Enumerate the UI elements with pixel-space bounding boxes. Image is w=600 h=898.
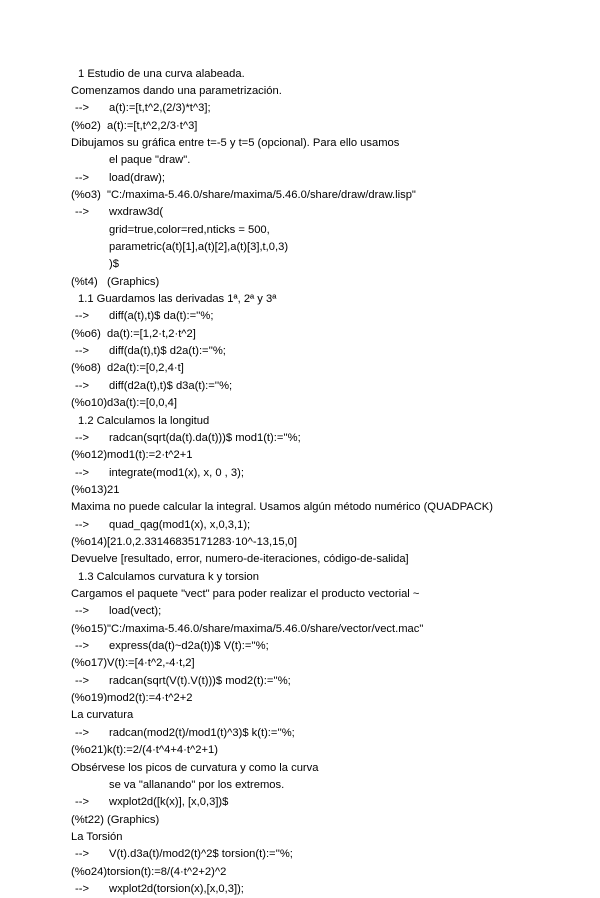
- comment-text: Dibujamos su gráfica entre t=-5 y t=5 (opcional). Para ello usamos: [71, 136, 400, 149]
- output-value: a(t):=[t,t^2,2/3·t^3]: [107, 119, 198, 132]
- input-code[interactable]: a(t):=[t,t^2,(2/3)*t^3];: [109, 102, 211, 115]
- output-value: 21: [107, 483, 120, 496]
- output-value: "C:/maxima-5.46.0/share/maxima/5.46.0/share/draw/draw.lisp": [107, 188, 416, 201]
- input-prompt: -->: [75, 726, 89, 739]
- output-value: (Graphics): [107, 275, 160, 288]
- output-value: "C:/maxima-5.46.0/share/maxima/5.46.0/share/vector/vect.mac": [107, 622, 424, 635]
- output-value: d2a(t):=[0,2,4·t]: [107, 362, 184, 375]
- section-heading-text: 1.2 Calculamos la longitud: [78, 414, 210, 427]
- continuation-text[interactable]: el paque "draw".: [109, 154, 191, 167]
- output-value: k(t):=2/(4·t^4+4·t^2+1): [107, 744, 218, 757]
- output-label: (%o6): [71, 327, 101, 340]
- output-label: (%t22): [71, 813, 104, 826]
- continuation-text[interactable]: se va "allanando" por los extremos.: [109, 778, 285, 791]
- input-prompt: -->: [75, 796, 89, 809]
- input-code[interactable]: load(vect);: [109, 605, 162, 618]
- continuation-text[interactable]: )$: [109, 258, 119, 271]
- output-label: (%o8): [71, 362, 101, 375]
- output-value: V(t):=[4·t^2,-4·t,2]: [107, 657, 195, 670]
- output-value: (Graphics): [107, 813, 160, 826]
- output-value: [21.0,2.33146835171283·10^-13,15,0]: [107, 535, 298, 548]
- input-code[interactable]: express(da(t)~d2a(t))$ V(t):=''%;: [109, 640, 269, 653]
- comment-text: Devuelve [resultado, error, numero-de-iteraciones, código-de-salida]: [71, 553, 409, 566]
- input-prompt: -->: [75, 848, 89, 861]
- output-label: (%o24): [71, 865, 108, 878]
- comment-text: Cargamos el paquete "vect" para poder realizar el producto vectorial ~: [71, 588, 420, 600]
- input-prompt: -->: [75, 882, 89, 895]
- output-value: d3a(t):=[0,0,4]: [107, 397, 177, 410]
- output-label: (%o10): [71, 397, 108, 410]
- comment-text: Comenzamos dando una parametrización.: [71, 84, 282, 97]
- input-code[interactable]: radcan(sqrt(V(t).V(t)))$ mod2(t):=''%;: [109, 674, 291, 687]
- input-code[interactable]: quad_qag(mod1(x), x,0,3,1);: [109, 518, 251, 531]
- output-value: da(t):=[1,2·t,2·t^2]: [107, 327, 196, 340]
- comment-text: La Torsión: [71, 830, 123, 843]
- input-prompt: -->: [75, 466, 89, 479]
- continuation-text[interactable]: parametric(a(t)[1],a(t)[2],a(t)[3],t,0,3): [109, 241, 289, 253]
- output-label: (%o15): [71, 622, 108, 635]
- input-prompt: -->: [75, 605, 89, 618]
- input-prompt: -->: [75, 206, 89, 219]
- output-label: (%o17): [71, 657, 108, 670]
- input-prompt: -->: [75, 310, 89, 323]
- input-prompt: -->: [75, 431, 89, 444]
- input-prompt: -->: [75, 171, 89, 184]
- input-code[interactable]: wxplot2d([k(x)], [x,0,3])$: [109, 796, 229, 809]
- section-heading-text: 1 Estudio de una curva alabeada.: [78, 67, 245, 80]
- output-label: (%o3): [71, 188, 101, 201]
- input-code[interactable]: diff(a(t),t)$ da(t):=''%;: [109, 310, 214, 323]
- continuation-text[interactable]: grid=true,color=red,nticks = 500,: [109, 223, 270, 236]
- input-prompt: -->: [75, 345, 89, 358]
- output-value: torsion(t):=8/(4·t^2+2)^2: [107, 865, 227, 878]
- input-code[interactable]: V(t).d3a(t)/mod2(t)^2$ torsion(t):=''%;: [109, 848, 293, 861]
- output-label: (%o19): [71, 692, 108, 705]
- output-label: (%o14): [71, 535, 108, 548]
- section-heading-text: 1.3 Calculamos curvatura k y torsion: [78, 570, 259, 583]
- input-code[interactable]: diff(da(t),t)$ d2a(t):=''%;: [109, 345, 226, 358]
- input-code[interactable]: load(draw);: [109, 171, 165, 184]
- input-prompt: -->: [75, 379, 89, 392]
- input-prompt: -->: [75, 674, 89, 687]
- output-value: mod1(t):=2·t^2+1: [107, 449, 193, 462]
- output-label: (%o13): [71, 483, 108, 496]
- input-code[interactable]: diff(d2a(t),t)$ d3a(t):=''%;: [109, 379, 233, 392]
- output-label: (%o2): [71, 119, 101, 132]
- comment-text: La curvatura: [71, 709, 134, 722]
- input-prompt: -->: [75, 518, 89, 531]
- input-code[interactable]: integrate(mod1(x), x, 0 , 3);: [109, 466, 244, 479]
- input-prompt: -->: [75, 640, 89, 653]
- output-label: (%o12): [71, 449, 108, 462]
- input-code[interactable]: radcan(sqrt(da(t).da(t)))$ mod1(t):=''%;: [109, 431, 301, 444]
- section-heading-text: 1.1 Guardamos las derivadas 1ª, 2ª y 3ª: [78, 293, 277, 306]
- output-label: (%o21): [71, 744, 108, 757]
- input-code[interactable]: radcan(mod2(t)/mod1(t)^3)$ k(t):=''%;: [109, 726, 295, 739]
- comment-text: Maxima no puede calcular la integral. Usamos algún método numérico (QUADPACK): [71, 501, 493, 514]
- input-code[interactable]: wxplot2d(torsion(x),[x,0,3]);: [109, 882, 244, 895]
- input-code[interactable]: wxdraw3d(: [109, 206, 164, 219]
- comment-text: Obsérvese los picos de curvatura y como la curva: [71, 761, 319, 774]
- output-value: mod2(t):=4·t^2+2: [107, 692, 193, 705]
- output-label: (%t4): [71, 275, 98, 288]
- input-prompt: -->: [75, 102, 89, 115]
